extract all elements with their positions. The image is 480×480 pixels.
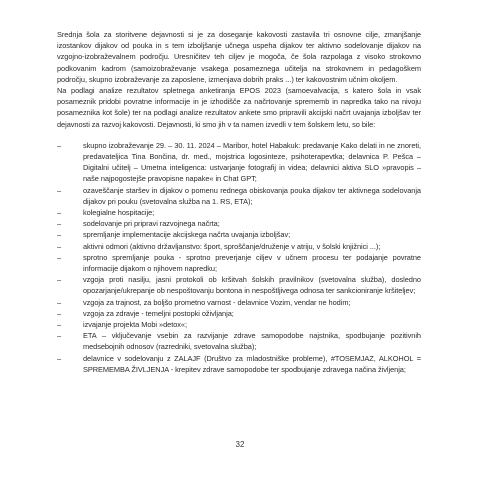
list-item — [57, 308, 421, 319]
list-item-text: ozaveščanje staršev in dijakov o pomenu rednega obiskovanja pouka dijakov ter aktivnega sodelovanja dijakov pri pouku (svetovalna služba na 1. RS, ETA); — [83, 185, 421, 206]
list-item — [57, 297, 421, 308]
list-item-text: skupno izobraževanje 29. – 30. 11. 2024 – Maribor, hotel Habakuk: predavanje Kako delati in ne znoreti, predavateljica Tina Bončina, dr. med., mojstrica logosinteze, psihoterapevtka; delavnica P. Pešca – Digitalni učitelj – Umetna inteligenca: ustvarjanje fotografij in videa; delavnici aktiva SLO »pravopis – naše najpogostejše pravopisne napake« in Chat GPT; — [83, 140, 421, 184]
list-item — [57, 353, 421, 375]
list-item-text: aktivni odmori (aktivno državljanstvo: šport, sproščanje/druženje v atriju, v šolski knjižnici ...); — [83, 241, 381, 251]
list-dash: – — [57, 230, 62, 240]
list-dash: – — [57, 353, 62, 363]
list-item-text: sodelovanje pri pripravi razvojnega načrta; — [83, 219, 220, 229]
list-item-text: spremljanje implementacije akcijskega načrta uvajanja izboljšav; — [83, 230, 291, 240]
list-item — [57, 241, 421, 252]
list-item — [57, 319, 421, 330]
list-dash: – — [57, 275, 62, 285]
list-dash: – — [57, 219, 62, 229]
list-item-text: vzgoja za trajnost, za boljšo prometno varnost - delavnice Vozim, vendar ne hodim; — [83, 297, 351, 307]
list-item — [57, 207, 421, 218]
list-item-text: vzgoja za zdravje - temeljni postopki oživljanja; — [83, 308, 234, 318]
page-number: 32 — [235, 440, 245, 449]
list-item — [57, 229, 421, 240]
list-item-text: kolegialne hospitacije; — [83, 208, 155, 218]
list-dash: – — [57, 297, 62, 307]
list-item — [57, 218, 421, 229]
list-dash: – — [57, 140, 62, 150]
intro-paragraph: Srednja šola za storitvene dejavnosti si je za doseganje kakovosti zastavila tri osnovne cilje, zmanjšanje izostankov dijakov od pouka in s tem izboljšanje učnega uspeha dijakov ter aktivno sodelovanje dijakov na vzgojno-izobraževalnem področju. Uresničitev teh ciljev je mogoča, če šola razpolaga z visoko strokovno podkovanim kadrom (samoizobraževanje vsakega posameznega učitelja na strokovnem in pedagoškem področju, skupno izobraževanje za zaposlene, izmenjava dobrih praks ...) ter kakovostnim učnim okoljem. — [57, 30, 421, 84]
list-item — [57, 185, 421, 207]
list-item-text: sprotno spremljanje pouka - sprotno preverjanje ciljev v učnem procesu ter podajanje povratne informacije dijakom o njihovem napredku; — [83, 252, 421, 274]
list-dash: – — [57, 308, 62, 318]
list-dash: – — [57, 252, 62, 262]
list-item — [57, 252, 421, 274]
list-dash: – — [57, 185, 62, 195]
list-item — [57, 140, 421, 185]
list-item-text: vzgoja proti nasilju, jasni protokoli ob kršitvah šolskih pravilnikov (svetovalna služba), dosledno opozarjanje/ukrepanje ob nespoštovanju bontona in nespoštljivega odnosa ter sankcioniranje kršiteljev; — [83, 275, 421, 296]
list-item-text: delavnice v sodelovanju z ZALAJF (Društvo za mladostniške probleme), #TOSEMJAZ, ALKOHOL = SPREMEMBA ŽIVLJENJA - krepitev zdrave samopodobe ter spodbujanje zdravega načina življenja; — [83, 353, 421, 374]
list-dash: – — [57, 331, 62, 341]
list-item — [57, 274, 421, 296]
list-item-text: izvajanje projekta Mobi »detox«; — [83, 320, 187, 330]
list-dash: – — [57, 208, 62, 218]
analysis-paragraph: Na podlagi analize rezultatov spletnega anketiranja EPOS 2023 (samoevalvacija, s katero šola in vsak posameznik pridobi povratne informacije in je izhodišče za načrtovanje sprememb in napredka tako na nivoju posameznika kot šole) ter na podlagi analize rezultatov ankete smo pripravili akcijski načrt uvajanja izboljšav ter dejavnosti za razvoj kakovosti. Dejavnosti, ki smo jih v ta namen izvedli v tem šolskem letu, so bile: — [57, 86, 421, 129]
list-item-text: ETA – vključevanje vsebin za razvijanje zdrave samopodobe najstnika, spodbujanje pozitivnih medsebojnih odnosov (razredniki, svetovalna služba); — [83, 331, 421, 352]
list-item — [57, 330, 421, 352]
list-dash: – — [57, 241, 62, 251]
activities-list — [57, 140, 421, 375]
list-dash: – — [57, 320, 62, 330]
